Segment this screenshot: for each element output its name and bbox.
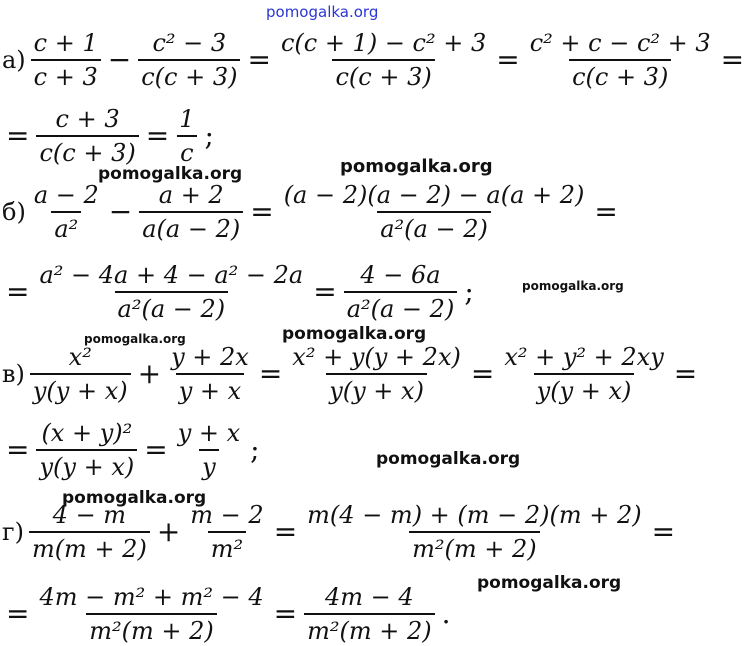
operator: = [145,119,170,153]
denominator: c(c + 3) [332,59,434,90]
fraction [36,420,137,481]
equation-a-line1 [2,30,748,91]
operator: = [313,275,337,309]
operator: = [594,195,618,229]
operator: ; [204,119,214,153]
denominator: m(m + 2) [29,531,150,562]
numerator: (a − 2)(a − 2) − a(a + 2) [283,181,585,209]
operator: + [156,515,181,549]
equation-v-line1 [2,344,701,405]
equation-v-line2 [2,420,264,481]
numerator: 4 − m [52,501,127,529]
operator: = [496,43,520,77]
fraction [289,344,464,405]
label-a: а) [2,46,26,75]
equation-b-line1 [2,182,622,243]
denominator: c(c + 3) [569,59,671,90]
fraction [168,344,252,405]
numerator: a² − 4a + 4 − a² − 2a [39,261,304,289]
operator: ; [250,433,260,467]
denominator: a²(a − 2) [377,211,491,242]
numerator: 4 − 6a [360,261,441,289]
numerator: a + 2 [158,181,224,209]
fraction [175,420,243,481]
operator: . [441,597,451,631]
operator: = [673,357,698,391]
denominator: a²(a − 2) [115,291,229,322]
numerator: 1 [179,105,195,133]
denominator: y(y + x) [326,373,427,404]
denominator: y + x [176,373,244,404]
fraction [304,584,435,645]
equation-g-line1 [2,502,679,563]
numerator: c + 1 [33,29,98,57]
denominator: m² [208,531,246,562]
fraction [344,262,458,323]
operator: = [250,195,274,229]
numerator: a − 2 [33,181,99,209]
operator: = [6,119,30,153]
numerator: m − 2 [190,501,264,529]
fraction [138,30,240,91]
operator: = [6,275,30,309]
denominator: c [177,135,196,166]
watermark: pomogalka.org [522,279,624,293]
fraction [278,30,489,91]
watermark: pomogalka.org [477,573,622,593]
operator: = [247,43,271,77]
denominator: c(c + 3) [138,59,240,90]
numerator: (x + y)² [41,419,133,447]
denominator: c + 3 [31,59,101,90]
label-g: г) [2,518,24,547]
fraction [31,182,102,243]
fraction [176,106,197,167]
fraction [139,182,243,243]
operator: = [273,515,298,549]
fraction [36,262,306,323]
watermark: pomogalka.org [62,488,207,508]
numerator: x² [68,343,92,371]
numerator: c(c + 1) − c² + 3 [280,29,487,57]
numerator: y + 2x [171,343,249,371]
operator: − [108,195,133,229]
denominator: m²(m + 2) [86,613,217,644]
denominator: m²(m + 2) [409,531,540,562]
denominator: a²(a − 2) [344,291,458,322]
watermark: pomogalka.org [282,324,427,344]
denominator: y(y + x) [30,373,131,404]
fraction [29,502,150,563]
numerator: 4m − 4 [325,583,414,611]
fraction [36,584,266,645]
numerator: m(4 − m) + (m − 2)(m + 2) [307,501,642,529]
fraction [527,30,714,91]
operator: ; [464,275,474,309]
equation-a-line2 [2,106,218,167]
fraction [281,182,588,243]
operator: = [651,515,676,549]
denominator: y(y + x) [534,373,635,404]
watermark-top: pomogalka.org [266,3,379,21]
numerator: c² − 3 [152,29,227,57]
operator: = [470,357,495,391]
fraction [304,502,645,563]
numerator: y + x [177,419,241,447]
operator: = [6,597,30,631]
operator: − [107,43,132,77]
equation-g-line2 [2,584,455,645]
fraction [187,502,266,563]
fraction [36,106,138,167]
operator: = [720,43,745,77]
watermark: pomogalka.org [84,332,186,346]
label-v: в) [2,360,25,389]
denominator: a(a − 2) [139,211,243,242]
operator: + [137,357,162,391]
denominator: y(y + x) [36,449,137,480]
fraction [501,344,666,405]
watermark: pomogalka.org [376,449,521,469]
watermark: pomogalka.org [98,164,243,184]
label-b: б) [2,198,26,227]
denominator: m²(m + 2) [304,613,435,644]
denominator: y [199,449,219,480]
numerator: c² + c − c² + 3 [529,29,711,57]
operator: = [144,433,168,467]
watermark: pomogalka.org [340,156,493,177]
denominator: c(c + 3) [36,135,138,166]
numerator: 4m − m² + m² − 4 [39,583,264,611]
operator: = [6,433,30,467]
numerator: x² + y(y + 2x) [292,343,461,371]
fraction [31,30,101,91]
operator: = [273,597,298,631]
numerator: c + 3 [55,105,120,133]
equation-b-line2 [2,262,478,323]
numerator: x² + y² + 2xy [504,343,664,371]
denominator: a² [51,211,81,242]
fraction [30,344,131,405]
operator: = [258,357,283,391]
